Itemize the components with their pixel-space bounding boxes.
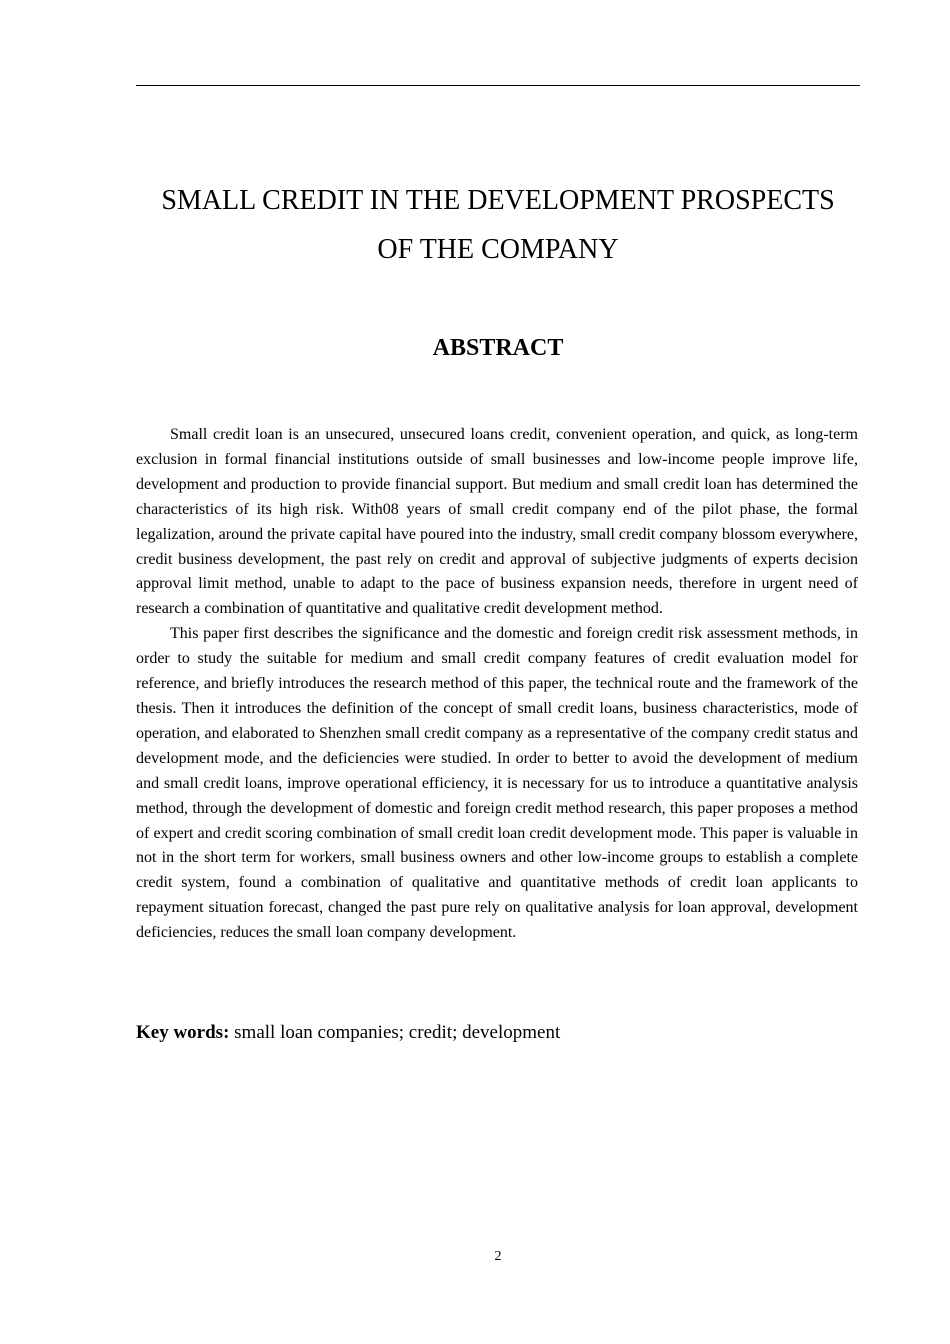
document-title (136, 176, 860, 274)
keywords-line (136, 1020, 860, 1046)
abstract-heading: ABSTRACT (432, 335, 564, 361)
title-line-2: OF THE COMPANY (377, 234, 619, 265)
abstract-body (136, 423, 858, 946)
abstract-paragraph-1: Small credit loan is an unsecured, unsecured loans credit, convenient operation, and quick, as long-term exclusion in formal financial institutions outside of small businesses and low-income people improve life, development and production to provide financial support. But medium and small credit loan has determined the characteristics of its high risk. With08 years of small credit company end of the pilot phase, the formal legalization, around the private capital have poured into the industry, small credit company blossom everywhere, credit business development, the past rely on credit and approval of subjective judgments of experts decision approval limit method, unable to adapt to the pace of business expansion needs, therefore in urgent need of research a combination of quantitative and qualitative credit development method. (136, 426, 858, 618)
title-line-1: SMALL CREDIT IN THE DEVELOPMENT PROSPECTS (161, 185, 835, 216)
keywords-text: small loan companies; credit; development (234, 1022, 561, 1043)
abstract-paragraph-2: This paper first describes the significance and the domestic and foreign credit risk assessment methods, in order to study the suitable for medium and small credit company features of credit evaluation model for reference, and briefly introduces the research method of this paper, the technical route and the framework of the thesis. Then it introduces the definition of the concept of small credit loans, business characteristics, mode of operation, and elaborated to Shenzhen small credit company as a representative of the company credit status and development mode, and the deficiencies were studied. In order to better to avoid the development of medium and small credit loans, improve operational efficiency, it is necessary for us to introduce a quantitative analysis method, through the development of domestic and foreign credit method research, this paper proposes a method of expert and credit scoring combination of small credit loan credit development mode. This paper is valuable in not in the short term for workers, small business owners and other low-income groups to establish a complete credit system, found a combination of qualitative and quantitative methods of credit loan applicants to repayment situation forecast, changed the past pure rely on qualitative analysis for loan approval, development deficiencies, reduces the small loan company development. (136, 625, 858, 942)
keywords-label: Key words: (136, 1022, 235, 1043)
page-number: 2 (494, 1249, 502, 1264)
header-rule (136, 85, 860, 86)
